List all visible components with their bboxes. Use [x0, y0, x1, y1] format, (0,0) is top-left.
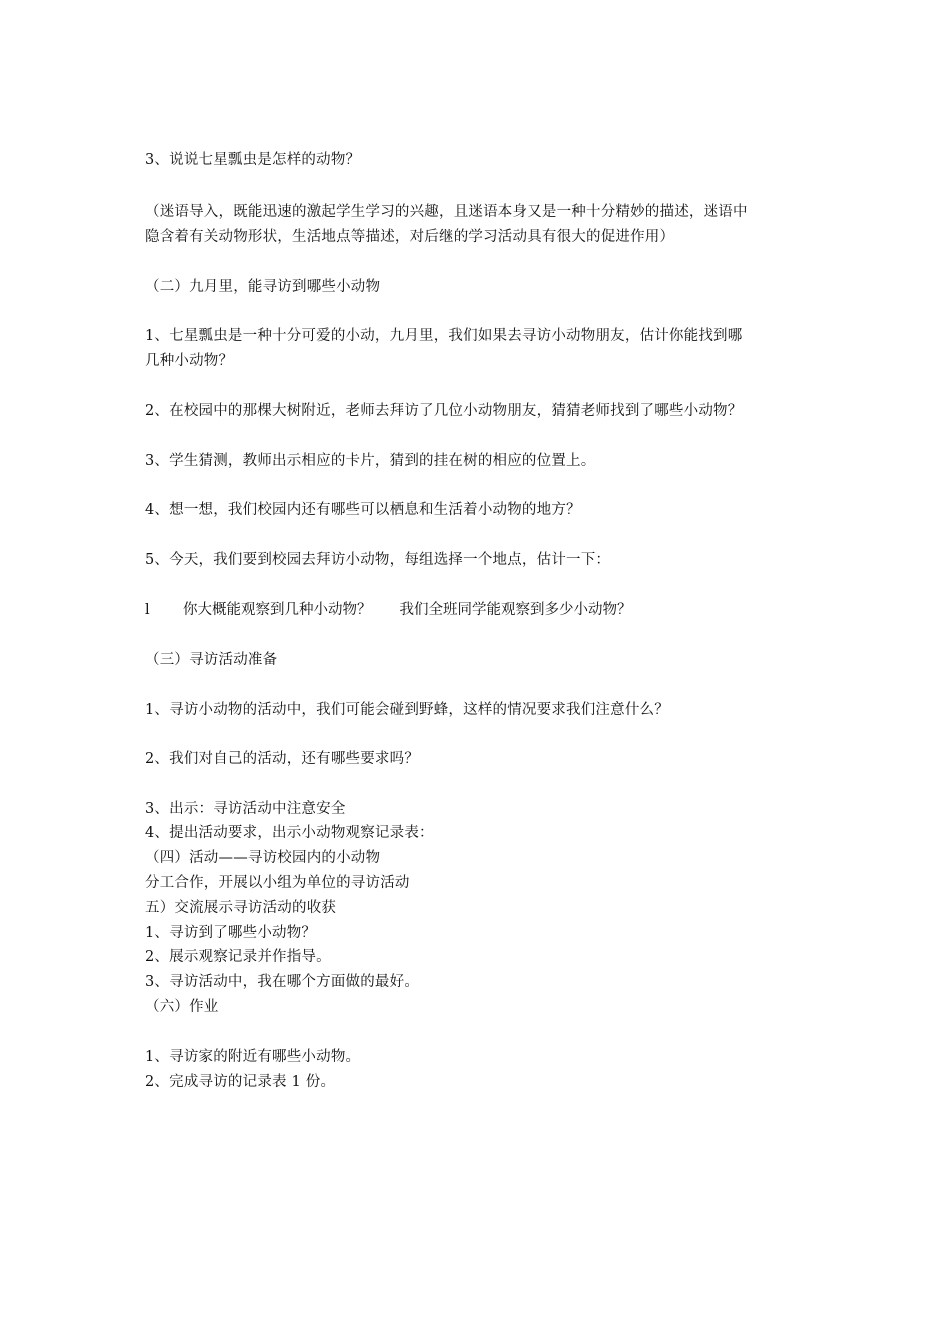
item-3-ladybug-question: 3、说说七星瓢虫是怎样的动物？ — [145, 152, 361, 168]
item-2-tree-visit: 2、在校园中的那棵大树附近，老师去拜访了几位小动物朋友，猜猜老师找到了哪些小动物？ — [145, 403, 743, 419]
prep-item-1: 1、寻访小动物的活动中，我们可能会碰到野蜂，这样的情况要求我们注意什么？ — [145, 702, 669, 718]
bullet-marker: l — [145, 602, 150, 618]
riddle-note-line-1: （迷语导入，既能迅速的激起学生学习的兴趣，且迷语本身又是一种十分精妙的描述，迷语中 — [145, 204, 748, 220]
share-item-2: 2、展示观察记录并作指导。 — [145, 949, 331, 965]
section-heading-5: 五）交流展示寻访活动的收获 — [145, 900, 337, 916]
item-3-guess: 3、学生猜测，教师出示相应的卡片，猜到的挂在树的相应的位置上。 — [145, 453, 596, 469]
prep-item-2: 2、我们对自己的活动，还有哪些要求吗？ — [145, 751, 420, 767]
item-1-september-line-2: 几种小动物？ — [145, 353, 234, 369]
bullet-questions-row — [145, 598, 825, 622]
section-heading-2: （二）九月里，能寻访到哪些小动物 — [145, 279, 381, 295]
prep-item-3: 3、出示：寻访活动中注意安全 — [145, 801, 346, 817]
homework-item-2: 2、完成寻访的记录表 1 份。 — [145, 1074, 336, 1090]
share-item-3: 3、寻访活动中，我在哪个方面做的最好。 — [145, 974, 420, 990]
item-1-september-line-1: 1、七星瓢虫是一种十分可爱的小动，九月里，我们如果去寻访小动物朋友，估计你能找到哪 — [145, 328, 743, 344]
item-4-think: 4、想一想，我们校园内还有哪些可以栖息和生活着小动物的地方？ — [145, 502, 581, 518]
bullet-question-2: 我们全班同学能观察到多少小动物？ — [399, 602, 632, 618]
prep-item-4: 4、提出活动要求，出示小动物观察记录表： — [145, 825, 434, 841]
activity-line: 分工合作，开展以小组为单位的寻访活动 — [145, 875, 410, 891]
section-heading-4: （四）活动——寻访校园内的小动物 — [145, 850, 381, 866]
section-heading-3: （三）寻访活动准备 — [145, 652, 278, 668]
bullet-question-1: 你大概能观察到几种小动物？ — [183, 602, 372, 618]
section-heading-6: （六）作业 — [145, 999, 219, 1015]
share-item-1: 1、寻访到了哪些小动物？ — [145, 925, 317, 941]
item-5-today: 5、今天，我们要到校园去拜访小动物，每组选择一个地点，估计一下： — [145, 552, 611, 568]
homework-item-1: 1、寻访家的附近有哪些小动物。 — [145, 1049, 361, 1065]
riddle-note-line-2: 隐含着有关动物形状，生活地点等描述，对后继的学习活动具有很大的促进作用） — [145, 229, 675, 245]
